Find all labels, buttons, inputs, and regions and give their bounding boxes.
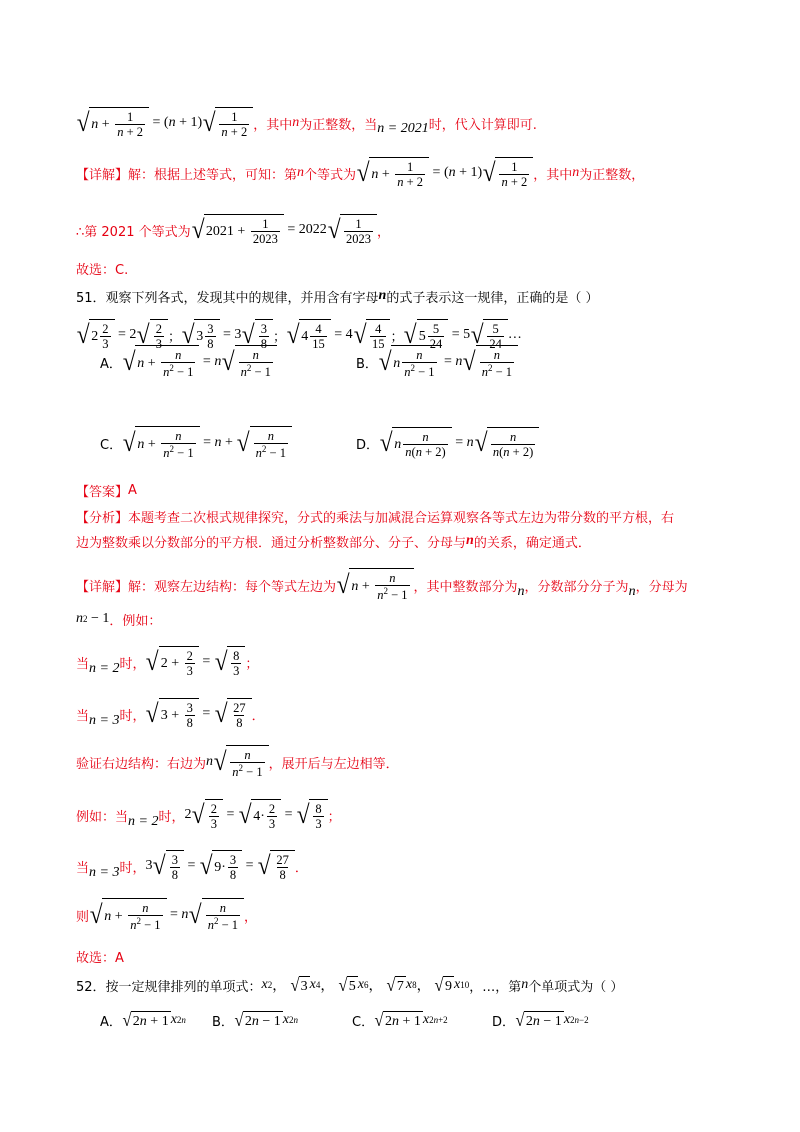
q52-option-d[interactable]: D． √ 2 n − 1 x 2n−2	[492, 1010, 589, 1030]
num: 2023	[252, 232, 278, 246]
text: 个单项式为（ ）	[528, 979, 624, 995]
q51-analysis-1	[76, 506, 730, 526]
var-n: n	[572, 165, 580, 180]
formula-general: √ n + $\frac{1}{n + 2}$ = ( n + 1) √ $\frac{1}{n + 2}$	[76, 107, 253, 140]
text: 当	[76, 708, 90, 724]
num: 2021	[205, 223, 234, 239]
option-label: A．	[100, 1014, 122, 1030]
text: 验证右边结构：右边为	[76, 756, 207, 772]
q51-stem	[76, 286, 730, 306]
q51-verify-n3	[76, 844, 730, 888]
option-label: C．	[100, 437, 123, 453]
condition: n = 2	[128, 814, 159, 829]
text: ；	[245, 656, 259, 672]
text: 时，	[158, 809, 185, 825]
q51-option-c[interactable]	[100, 420, 292, 466]
condition: n = 2021	[377, 121, 429, 136]
example-1: √ 2 $\frac{2}{3}$ = 2 √ $\frac{2}{3}$	[76, 319, 168, 352]
example-2: √ 3 $\frac{3}{8}$ = 3 √ $\frac{3}{8}$	[181, 319, 273, 352]
q52-option-a[interactable]: A． √ 2 n + 1 x 2n	[100, 1010, 186, 1030]
option-a-formula: √ n + $\frac{n}{n^2 - 1}$ = n √ $\frac{n}{n^2 - 1}$	[122, 345, 277, 380]
text: ，…，第	[469, 979, 522, 995]
q51-option-a[interactable]	[100, 340, 277, 384]
q51-option-b[interactable]	[356, 340, 518, 384]
text: 为正整数，	[579, 167, 645, 183]
text: 的式子表示这一规律，正确的是（ ）	[386, 290, 599, 306]
option-label: D．	[356, 437, 380, 453]
q51-conclusion	[76, 893, 730, 937]
formula: 3 √ $\frac{3}{8}$ = √ 9· $\frac{3}{8}$ = √ $\frac{27}{8}$	[145, 850, 294, 883]
var-n: n	[297, 165, 305, 180]
formula: √ 3 + $\frac{3}{8}$ = √ $\frac{27}{8}$	[145, 698, 251, 731]
text: ，其中	[253, 117, 293, 133]
line-explain	[76, 153, 730, 193]
formula: 2 √ $\frac{2}{3}$ = √ 4· $\frac{2}{3}$ = √ $\frac{8}{3}$	[184, 799, 327, 832]
text: 本题考查二次根式规律探究，分式的乘法与加减混合运算观察各等式左边为带分数的平方根，右	[128, 510, 675, 526]
text: 例如：当	[76, 809, 129, 825]
q51-answer	[76, 480, 730, 500]
condition: n = 3	[89, 865, 120, 880]
answer-value: A	[128, 482, 137, 498]
var-n: n	[378, 288, 387, 303]
text: 则	[76, 909, 90, 925]
text: 时，	[119, 708, 146, 724]
var-n: n	[466, 533, 474, 548]
text: ，分母为	[635, 579, 688, 595]
text: 边为整数乘以分数部分的平方根．通过分析整数部分、分子、分母与	[76, 535, 467, 551]
example-4: √ 5 $\frac{5}{24}$ = 5 √ $\frac{5}{24}$ …	[404, 320, 522, 351]
formula-right: n √ $\frac{n}{n^2 - 1}$	[206, 745, 269, 780]
num: 2022	[298, 222, 327, 237]
text: 51．观察下列各式，发现其中的规律，并用含有字母	[76, 290, 379, 306]
text: 52．按一定规律排列的单项式：	[76, 979, 262, 995]
text: ，	[244, 909, 258, 925]
text: 当	[76, 656, 90, 672]
tag-analysis: 【分析】	[76, 510, 129, 526]
q52-terms: x 2 ， √ 3 x 4 ， √ 5 x 6 ， √ 7 x 8 ， √ 9 x 10	[261, 975, 470, 995]
q51-final: 故选：A	[76, 950, 124, 966]
option-label: C．	[352, 1014, 375, 1030]
q52-option-b[interactable]: B． √ 2 n − 1 x 2n	[212, 1010, 298, 1030]
text: 当	[76, 860, 90, 876]
formula: √ 2 + $\frac{2}{3}$ = √ $\frac{8}{3}$	[145, 646, 245, 679]
condition: n = 2	[89, 661, 120, 676]
option-b-formula: √ n $\frac{n}{n^2 - 1}$ = n √ $\frac{n}{n^2 - 1}$	[378, 345, 518, 380]
formula-left: √ n + $\frac{n}{n^2 - 1}$	[336, 568, 414, 603]
tag-answer: 【答案】	[76, 484, 129, 500]
text: 为正整数，当	[299, 117, 378, 133]
tag-detail: 【详解】	[76, 167, 129, 183]
text: ，其中	[533, 167, 573, 183]
formula-2021: √ 2021 + $\frac{1}{2023}$ = 2022 √ $\frac{1}{2023}$	[191, 214, 377, 247]
option-c-formula: √ n + $\frac{n}{n^2 - 1}$ = n + √ $\frac{n}{n^2 - 1}$	[122, 426, 292, 461]
separator: ；	[390, 329, 404, 345]
example-3: √ 4 $\frac{4}{15}$ = 4 √ $\frac{4}{15}$	[286, 319, 390, 352]
separator: ；	[272, 329, 286, 345]
text: ，分数部分分子为	[524, 579, 629, 595]
ellipsis: …	[507, 327, 522, 342]
text: 解：观察左边结构：每个等式左边为	[128, 579, 337, 595]
q51-option-d[interactable]	[356, 420, 539, 466]
text: 时，代入计算即可.	[428, 117, 537, 133]
text: 个等式为	[304, 167, 357, 183]
q51-case-n3	[76, 692, 730, 736]
text: 时，	[119, 860, 146, 876]
text: ∴第 2021 个等式为	[76, 224, 191, 240]
answer-previous: 故选：C.	[76, 262, 129, 278]
var-n: n	[292, 115, 300, 130]
option-label: A．	[100, 356, 122, 372]
text: ，展开后与左边相等．	[268, 756, 399, 772]
text: ．	[251, 708, 265, 724]
text: ．	[294, 860, 308, 876]
line-conclusion-previous	[76, 103, 730, 143]
q51-detail-2: n 2 − 1 ．例如：	[76, 611, 162, 629]
text: ，其中整数部分为	[413, 579, 518, 595]
line-result	[76, 208, 730, 252]
condition: n = 3	[89, 713, 120, 728]
text: 的关系，确定通式．	[473, 535, 591, 551]
tag-detail: 【详解】	[76, 579, 129, 595]
q52-option-c[interactable]: C． √ 2 n + 1 x 2n+2	[352, 1010, 448, 1030]
num: 1	[262, 216, 269, 231]
q51-analysis-2	[76, 531, 730, 551]
q51-verify-n2	[76, 793, 730, 837]
q51-detail-1: 【详解】 解：观察左边结构：每个等式左边为 √ n + $\frac{n}{n^2 - 1}$ ，其中整数部分为 n ，分数部分分子为 n ，分母为	[76, 563, 730, 607]
text: ；	[327, 809, 341, 825]
q51-verify	[76, 740, 730, 784]
q52-stem	[76, 974, 730, 996]
formula-general: √ n + $\frac{1}{n + 2}$ = ( n + 1) √ $\frac{1}{n + 2}$	[356, 157, 533, 190]
text: 时，	[119, 656, 146, 672]
option-label: B．	[356, 356, 378, 372]
var-n: n	[521, 977, 529, 992]
q51-case-n2	[76, 640, 730, 684]
option-label: B．	[212, 1014, 234, 1030]
option-d-formula: √ n $\frac{n}{n(n + 2)}$ = n √ $\frac{n}{n(n + 2)}$	[379, 427, 539, 460]
separator: ；	[167, 329, 181, 345]
text: ，	[377, 224, 391, 240]
option-label: D．	[492, 1014, 516, 1030]
text: ．例如：	[109, 613, 162, 629]
formula-final: √ n + $\frac{n}{n^2 - 1}$ = n √ $\frac{n}{n^2 - 1}$	[89, 898, 244, 933]
text: 解：根据上述等式，可知：第	[128, 167, 298, 183]
